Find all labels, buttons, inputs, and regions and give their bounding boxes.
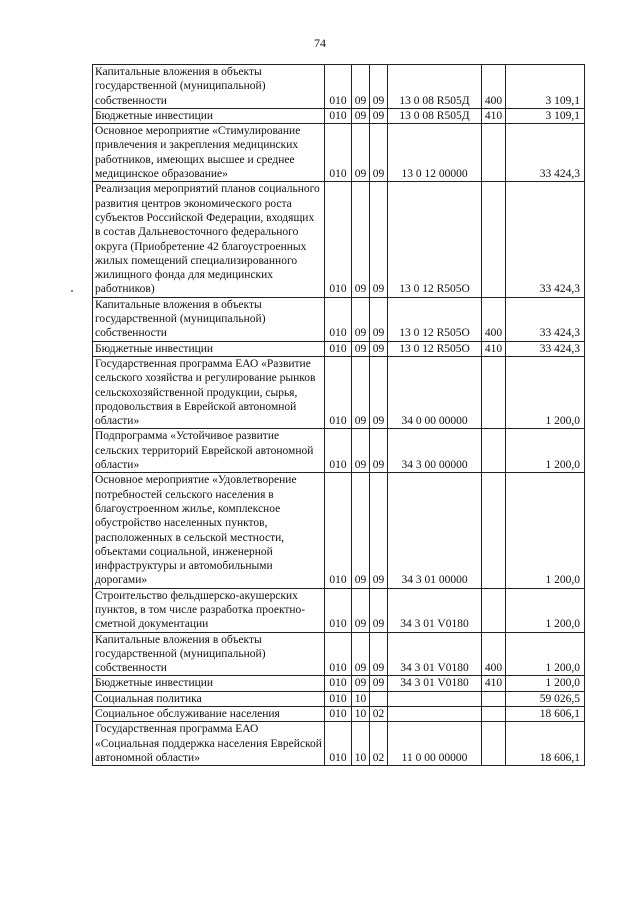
row-name-cell: Социальное обслуживание населения (93, 707, 325, 722)
row-amount-cell: 33 424,3 (506, 124, 585, 182)
row-rz-code-cell: 09 (352, 676, 370, 691)
row-rz-code-cell: 09 (352, 341, 370, 356)
row-name-cell: Бюджетные инвестиции (93, 108, 325, 123)
row-vr-code-cell: 410 (482, 108, 506, 123)
row-cs-code-cell: 11 0 00 00000 (388, 722, 482, 766)
table-row (93, 722, 585, 766)
row-gr-code-cell: 010 (325, 65, 352, 109)
table-row (93, 676, 585, 691)
row-name-cell: Реализация мероприятий планов социального развития центров экономического роста субъектов Российской Федерации, входящих в состав Дальневосточного федерального округа (Приобретение 42 благоустроенных жилых помещений специализированного жилищного фонда для медицинских работников) (93, 182, 325, 297)
row-gr-code-cell: 010 (325, 124, 352, 182)
row-vr-code-cell (482, 473, 506, 588)
row-cs-code-cell: 13 0 08 R505Д (388, 65, 482, 109)
table-row (93, 341, 585, 356)
row-name-cell: Основное мероприятие «Стимулирование привлечения и закрепления медицинских работников, имеющих высшее и среднее медицинское образование» (93, 124, 325, 182)
row-pr-code-cell: 09 (370, 124, 388, 182)
table-row (93, 182, 585, 297)
row-name-cell: Социальная политика (93, 691, 325, 706)
row-gr-code-cell: 010 (325, 297, 352, 341)
row-gr-code-cell: 010 (325, 632, 352, 676)
row-amount-cell: 1 200,0 (506, 588, 585, 632)
table-row (93, 356, 585, 428)
row-vr-code-cell (482, 429, 506, 473)
row-cs-code-cell: 34 3 01 V0180 (388, 676, 482, 691)
budget-table (92, 64, 585, 766)
row-pr-code-cell: 09 (370, 65, 388, 109)
row-gr-code-cell: 010 (325, 588, 352, 632)
row-vr-code-cell (482, 182, 506, 297)
row-gr-code-cell: 010 (325, 722, 352, 766)
table-row (93, 429, 585, 473)
table-row (93, 65, 585, 109)
row-vr-code-cell (482, 691, 506, 706)
row-pr-code-cell: 09 (370, 632, 388, 676)
row-pr-code-cell: 09 (370, 108, 388, 123)
table-row (93, 473, 585, 588)
row-gr-code-cell: 010 (325, 691, 352, 706)
row-rz-code-cell: 09 (352, 108, 370, 123)
row-cs-code-cell: 34 3 01 00000 (388, 473, 482, 588)
row-gr-code-cell: 010 (325, 473, 352, 588)
row-vr-code-cell (482, 707, 506, 722)
row-name-cell: Капитальные вложения в объекты государственной (муниципальной) собственности (93, 65, 325, 109)
row-name-cell: Бюджетные инвестиции (93, 341, 325, 356)
table-row (93, 124, 585, 182)
row-gr-code-cell: 010 (325, 707, 352, 722)
row-name-cell: Подпрограмма «Устойчивое развитие сельских территорий Еврейской автономной области» (93, 429, 325, 473)
row-cs-code-cell: 34 3 00 00000 (388, 429, 482, 473)
row-pr-code-cell: 09 (370, 588, 388, 632)
row-pr-code-cell: 09 (370, 297, 388, 341)
row-rz-code-cell: 09 (352, 588, 370, 632)
row-rz-code-cell: 09 (352, 297, 370, 341)
row-amount-cell: 3 109,1 (506, 108, 585, 123)
row-rz-code-cell: 10 (352, 691, 370, 706)
row-amount-cell: 1 200,0 (506, 429, 585, 473)
row-vr-code-cell: 400 (482, 632, 506, 676)
row-amount-cell: 33 424,3 (506, 341, 585, 356)
row-amount-cell: 1 200,0 (506, 473, 585, 588)
row-cs-code-cell: 13 0 12 R505О (388, 182, 482, 297)
row-amount-cell: 1 200,0 (506, 632, 585, 676)
row-cs-code-cell: 13 0 08 R505Д (388, 108, 482, 123)
row-name-cell: Капитальные вложения в объекты государственной (муниципальной) собственности (93, 632, 325, 676)
row-cs-code-cell: 34 0 00 00000 (388, 356, 482, 428)
row-name-cell: Бюджетные инвестиции (93, 676, 325, 691)
row-name-cell: Капитальные вложения в объекты государственной (муниципальной) собственности (93, 297, 325, 341)
row-vr-code-cell: 400 (482, 297, 506, 341)
budget-table-body (93, 65, 585, 766)
row-cs-code-cell: 13 0 12 R505О (388, 341, 482, 356)
row-vr-code-cell (482, 722, 506, 766)
row-amount-cell: 3 109,1 (506, 65, 585, 109)
row-gr-code-cell: 010 (325, 676, 352, 691)
row-gr-code-cell: 010 (325, 182, 352, 297)
row-gr-code-cell: 010 (325, 356, 352, 428)
table-row (93, 588, 585, 632)
row-pr-code-cell: 02 (370, 722, 388, 766)
row-amount-cell: 33 424,3 (506, 297, 585, 341)
row-rz-code-cell: 09 (352, 356, 370, 428)
row-rz-code-cell: 09 (352, 124, 370, 182)
row-pr-code-cell (370, 691, 388, 706)
page-number: 74 (314, 36, 326, 50)
row-vr-code-cell: 410 (482, 676, 506, 691)
row-vr-code-cell (482, 588, 506, 632)
row-vr-code-cell: 410 (482, 341, 506, 356)
row-name-cell: Строительство фельдшерско-акушерских пунктов, в том числе разработка проектно-сметной документации (93, 588, 325, 632)
row-vr-code-cell (482, 356, 506, 428)
row-rz-code-cell: 09 (352, 473, 370, 588)
row-gr-code-cell: 010 (325, 429, 352, 473)
row-amount-cell: 18 606,1 (506, 722, 585, 766)
table-row (93, 297, 585, 341)
row-rz-code-cell: 10 (352, 722, 370, 766)
row-pr-code-cell: 09 (370, 341, 388, 356)
row-pr-code-cell: 02 (370, 707, 388, 722)
row-amount-cell: 1 200,0 (506, 676, 585, 691)
row-vr-code-cell: 400 (482, 65, 506, 109)
row-vr-code-cell (482, 124, 506, 182)
row-amount-cell: 33 424,3 (506, 182, 585, 297)
row-name-cell: Государственная программа ЕАО «Социальная поддержка населения Еврейской автономной области» (93, 722, 325, 766)
row-pr-code-cell: 09 (370, 429, 388, 473)
row-amount-cell: 59 026,5 (506, 691, 585, 706)
row-rz-code-cell: 09 (352, 429, 370, 473)
row-amount-cell: 1 200,0 (506, 356, 585, 428)
row-name-cell: Основное мероприятие «Удовлетворение потребностей сельского населения в благоустроенном жилье, комплексное обустройство населенных пунктов, расположенных в сельской местности, объектами социальной, инженерной инфраструктуры и автомобильными дорогами» (93, 473, 325, 588)
row-cs-code-cell: 34 3 01 V0180 (388, 588, 482, 632)
row-gr-code-cell: 010 (325, 341, 352, 356)
table-row (93, 632, 585, 676)
row-rz-code-cell: 10 (352, 707, 370, 722)
row-cs-code-cell (388, 707, 482, 722)
table-row (93, 108, 585, 123)
scan-speck (71, 290, 73, 292)
row-cs-code-cell: 13 0 12 R505О (388, 297, 482, 341)
row-pr-code-cell: 09 (370, 473, 388, 588)
row-cs-code-cell (388, 691, 482, 706)
row-name-cell: Государственная программа ЕАО «Развитие сельского хозяйства и регулирование рынков сельскохозяйственной продукции, сырья, продовольствия в Еврейской автономной области» (93, 356, 325, 428)
row-cs-code-cell: 13 0 12 00000 (388, 124, 482, 182)
table-row (93, 707, 585, 722)
row-rz-code-cell: 09 (352, 182, 370, 297)
row-rz-code-cell: 09 (352, 65, 370, 109)
row-amount-cell: 18 606,1 (506, 707, 585, 722)
row-pr-code-cell: 09 (370, 356, 388, 428)
row-cs-code-cell: 34 3 01 V0180 (388, 632, 482, 676)
table-row (93, 691, 585, 706)
row-pr-code-cell: 09 (370, 676, 388, 691)
row-rz-code-cell: 09 (352, 632, 370, 676)
row-pr-code-cell: 09 (370, 182, 388, 297)
row-gr-code-cell: 010 (325, 108, 352, 123)
